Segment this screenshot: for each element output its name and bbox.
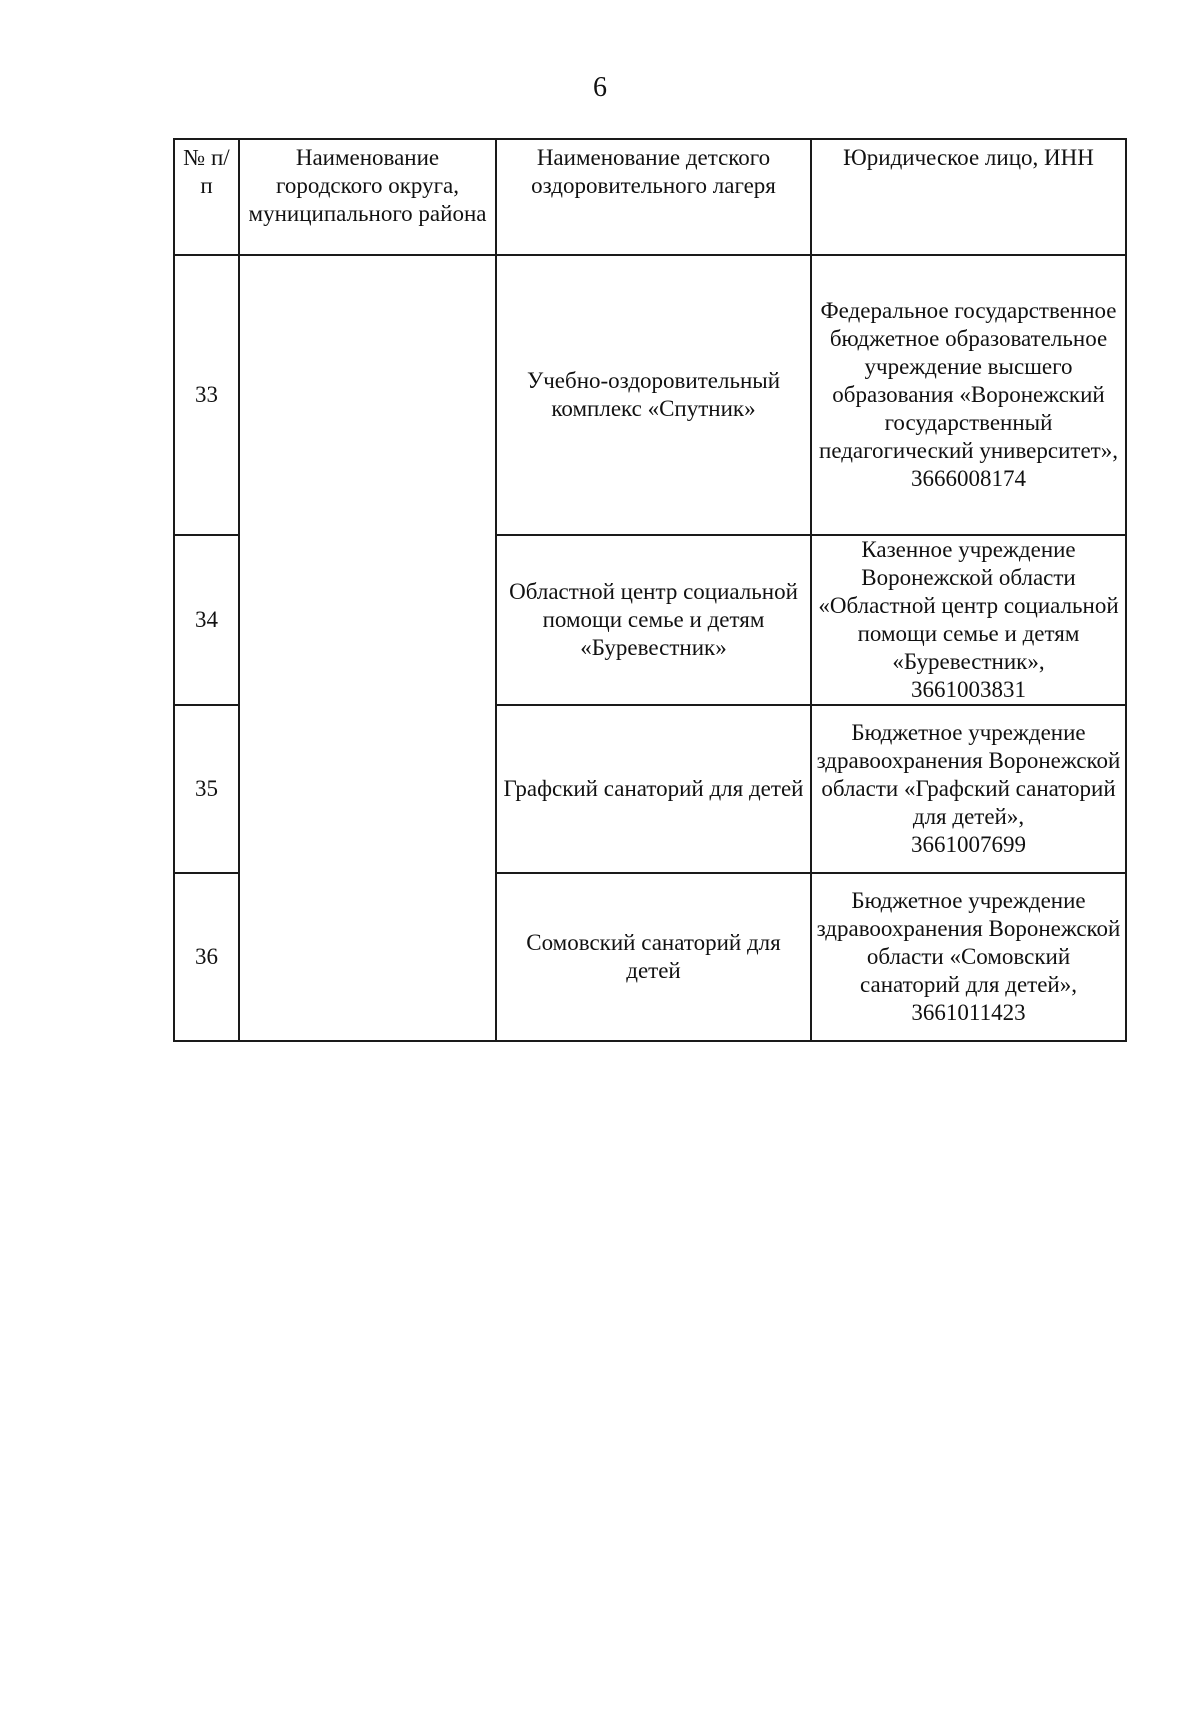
row-number: 36 — [174, 873, 239, 1041]
header-district: Наименование городского округа, муниципального района — [239, 139, 496, 255]
legal-entity — [811, 873, 1126, 1041]
row-number: 34 — [174, 535, 239, 705]
table-row — [174, 255, 1126, 535]
district-cell — [239, 255, 496, 1041]
legal-entity-name: Бюджетное учреждение здравоохранения Воронежской области «Графский санаторий для детей», — [816, 720, 1121, 829]
page-number: 6 — [593, 72, 607, 103]
camp-name: Графский санаторий для детей — [496, 705, 811, 873]
legal-entity-inn: 3661007699 — [911, 832, 1026, 857]
camp-name: Сомовский санаторий для детей — [496, 873, 811, 1041]
header-number: № п/п — [174, 139, 239, 255]
header-entity: Юридическое лицо, ИНН — [811, 139, 1126, 255]
legal-entity-inn: 3661003831 — [911, 677, 1026, 702]
legal-entity-name: Бюджетное учреждение здравоохранения Воронежской области «Сомовский санаторий для детей», — [816, 888, 1121, 997]
row-number: 33 — [174, 255, 239, 535]
legal-entity-inn: 3661011423 — [911, 1000, 1026, 1025]
header-camp: Наименование детского оздоровительного лагеря — [496, 139, 811, 255]
legal-entity-name: Федеральное государственное бюджетное образовательное учреждение высшего образования «Воронежский государственный педагогический университет», — [819, 298, 1118, 463]
legal-entity-name: Казенное учреждение Воронежской области «Областной центр социальной помощи семье и детям «Буревестник», — [818, 537, 1119, 674]
table-header-row — [174, 139, 1126, 255]
legal-entity — [811, 705, 1126, 873]
row-number: 35 — [174, 705, 239, 873]
legal-entity-inn: 3666008174 — [911, 466, 1026, 491]
legal-entity — [811, 255, 1126, 535]
camps-table — [173, 138, 1127, 1042]
camp-name: Учебно-оздоровительный комплекс «Спутник» — [496, 255, 811, 535]
legal-entity — [811, 535, 1126, 705]
camp-name: Областной центр социальной помощи семье и детям «Буревестник» — [496, 535, 811, 705]
